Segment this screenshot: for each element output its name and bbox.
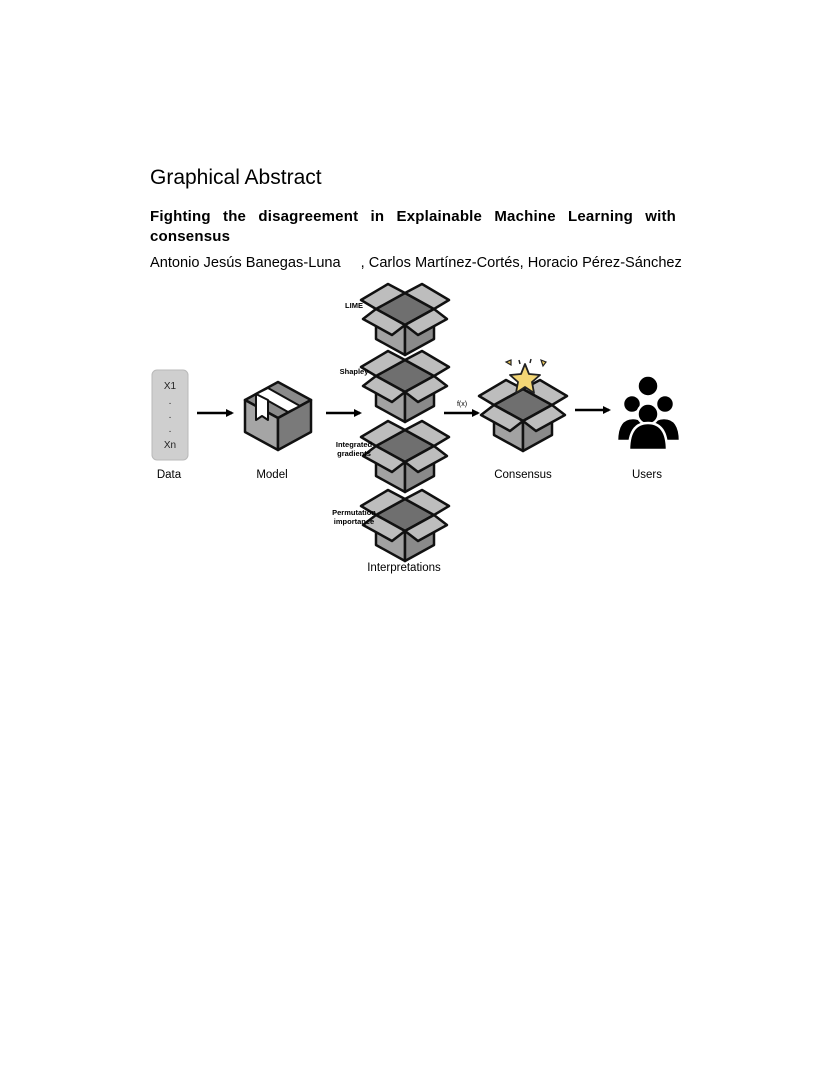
model-closed-box-icon — [245, 382, 311, 450]
input-data-panel — [152, 370, 188, 460]
consensus-label: Consensus — [494, 469, 552, 481]
feature-dot: · — [168, 426, 172, 437]
first-author: Antonio Jesús Banegas-Luna — [150, 255, 341, 271]
feature-dot: · — [168, 412, 172, 423]
feature-dot: · — [168, 398, 172, 409]
lime-open-box-icon — [361, 284, 449, 355]
interpretations-label: Interpretations — [367, 562, 441, 574]
method-label-integrated: Integrated — [335, 440, 373, 449]
section-heading: Graphical Abstract — [150, 166, 322, 189]
feature-last-label: Xn — [163, 440, 177, 451]
method-label-lime: LIME — [345, 301, 363, 310]
integrated-gradients-open-box-icon — [361, 421, 449, 492]
other-authors: , Carlos Martínez-Cortés, Horacio Pérez-Sánchez — [360, 255, 682, 271]
data-label: Data — [156, 469, 182, 481]
model-label: Model — [256, 469, 288, 481]
users-group-icon — [617, 376, 680, 451]
method-label-gradients-line: gradients — [337, 449, 371, 458]
method-label-permutation: Permutation — [332, 508, 376, 517]
sparkle-icon — [541, 360, 546, 366]
feature-first-label: X1 — [163, 381, 177, 392]
function-label: f(x) — [456, 401, 468, 408]
sparkle-icon — [506, 360, 511, 365]
users-label: Users — [631, 469, 663, 481]
method-label-importance: importance — [333, 517, 375, 526]
paper-title: Fighting the disagreement in Explainable Machine Learning with consensus — [150, 208, 676, 245]
shapley-open-box-icon — [361, 351, 449, 422]
consensus-box-icon — [479, 359, 567, 451]
method-label-shapley: Shapley — [339, 367, 369, 376]
